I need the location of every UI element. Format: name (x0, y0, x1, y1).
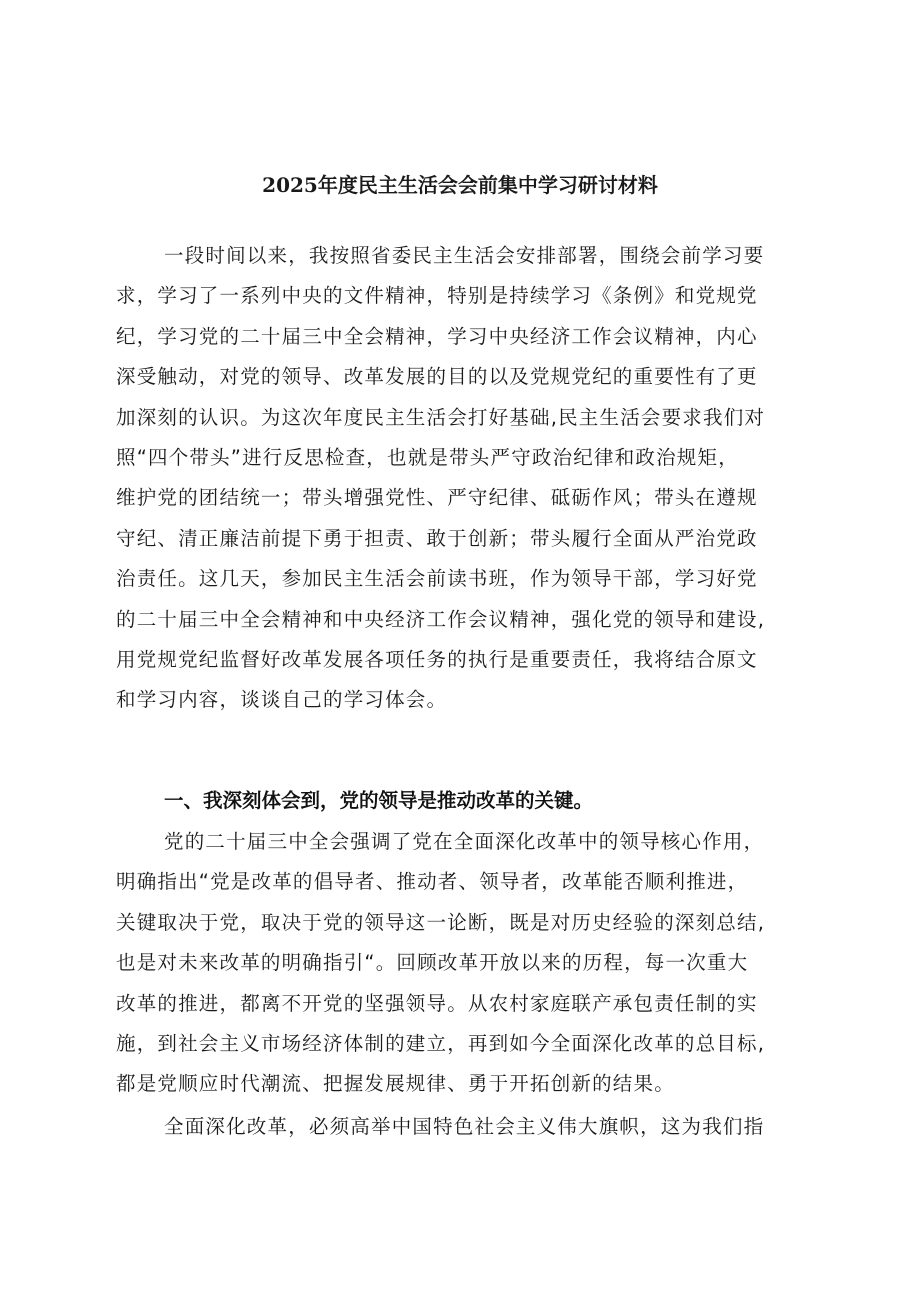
paragraph-line: 明确指出“党是改革的倡导者、推动者、领导者，改革能否顺利推进， (116, 870, 749, 894)
paragraph-line: 纪，学习党的二十届三中全会精神，学习中央经济工作会议精神，内心 (116, 324, 758, 348)
paragraph-line: 求，学习了一系列中央的文件精神，特别是持续学习《条例》和党规党 (116, 284, 758, 308)
paragraph-line: 都是党顺应时代潮流、把握发展规律、勇于开拓创新的结果。 (116, 1072, 675, 1096)
document-title: 2025年度民主生活会会前集中学习研讨材料 (262, 173, 658, 197)
paragraph-section1 (116, 822, 844, 1105)
paragraph-line: 照“四个带头”进行反思检查，也就是带头严守政治纪律和政治规矩， (116, 446, 739, 470)
section-heading-1: 一、我深刻体会到，党的领导是推动改革的关键。 (164, 789, 594, 812)
paragraph-line: 关键取决于党，取决于党的领导这一论断，既是对历史经验的深刻总结, (116, 910, 766, 934)
paragraph-line: 的二十届三中全会精神和中央经济工作会议精神，强化党的领导和建设, (116, 607, 766, 631)
paragraph-line: 加深刻的认识。为这次年度民主生活会打好基础,民主生活会要求我们对 (116, 405, 766, 429)
paragraph-line: 改革的推进，都离不开党的坚强领导。从农村家庭联产承包责任制的实 (116, 991, 758, 1015)
paragraph-line: 一段时间以来，我按照省委民主生活会安排部署，围绕会前学习要 (164, 244, 765, 267)
paragraph-line: 施，到社会主义市场经济体制的建立，再到如今全面深化改革的总目标, (116, 1032, 766, 1056)
paragraph-line: 用党规党纪监督好改革发展各项任务的执行是重要责任，我将结合原文 (116, 648, 758, 672)
paragraph-continued (116, 1107, 844, 1147)
paragraph-line: 治责任。这几天，参加民主生活会前读书班，作为领导干部，学习好党 (116, 567, 758, 591)
paragraph-line: 维护党的团结统一；带头增强党性、严守纪律、砥砺作风；带头在遵规 (116, 486, 758, 510)
paragraph-line: 也是对未来改革的明确指引“。回顾改革开放以来的历程，每一次重大 (116, 951, 749, 975)
paragraph-line: 深受触动，对党的领导、改革发展的目的以及党规党纪的重要性有了更 (116, 365, 758, 389)
paragraph-line: 全面深化改革，必须高举中国特色社会主义伟大旗帜，这为我们指 (164, 1115, 765, 1138)
paragraph-intro (116, 236, 844, 721)
paragraph-line: 党的二十届三中全会强调了党在全面深化改革中的领导核心作用， (164, 830, 765, 853)
paragraph-line: 和学习内容，谈谈自己的学习体会。 (116, 688, 448, 712)
paragraph-line: 守纪、清正廉洁前提下勇于担责、敢于创新；带头履行全面从严治党政 (116, 526, 758, 550)
